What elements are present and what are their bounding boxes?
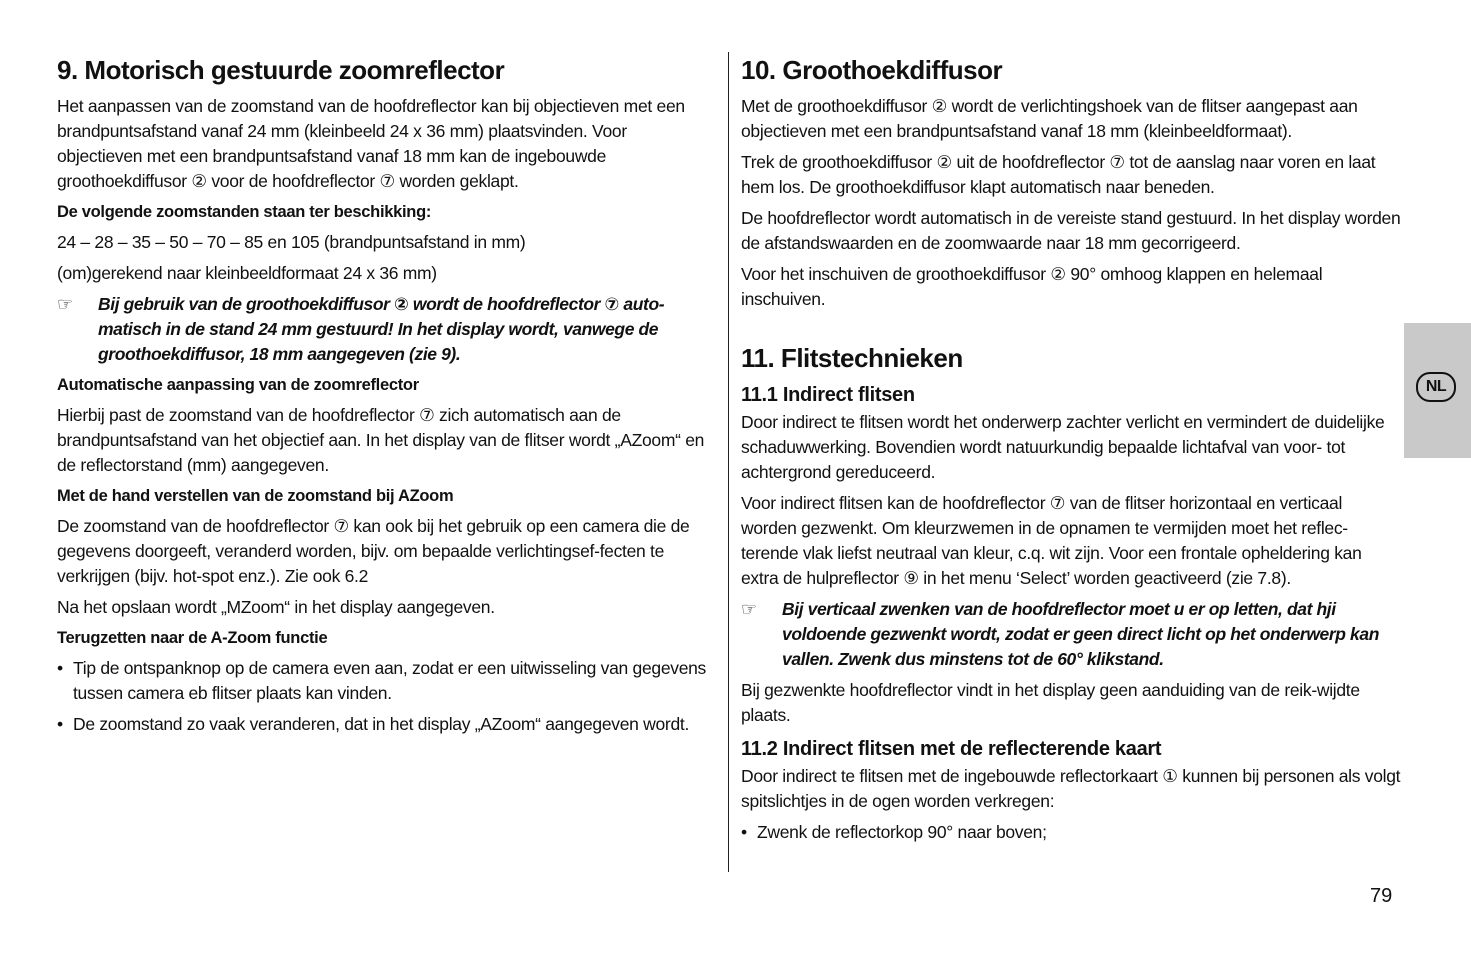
manual-zoom-subheading: Met de hand verstellen van de zoomstand bij AZoom bbox=[57, 487, 454, 505]
section-11-1-p3: Bij gezwenkte hoofdreflector vindt in het display geen aanduiding van de reik-wijdte plaats. bbox=[741, 680, 1360, 725]
bullet-icon: • bbox=[57, 714, 64, 734]
column-divider bbox=[728, 52, 729, 872]
section-10-p2: Trek de groothoekdiffusor ② uit de hoofdreflector ⑦ tot de aanslag naar voren en laat hem los. De groothoekdiffusor klapt automatisch naar beneden. bbox=[741, 152, 1376, 197]
list-item-text: Tip de ontspanknop op de camera even aan, zodat er een uitwisseling van gegevens tussen camera eb flitser plaats kan vinden. bbox=[73, 658, 707, 703]
note-vertical-swivel bbox=[741, 597, 1401, 672]
right-column bbox=[741, 50, 1401, 851]
auto-zoom-subheading: Automatische aanpassing van de zoomreflector bbox=[57, 376, 419, 394]
zoom-settings-subheading: De volgende zoomstanden staan ter beschikking: bbox=[57, 203, 432, 221]
note-wide-angle bbox=[57, 292, 712, 367]
bullet-icon: • bbox=[741, 822, 748, 842]
section-9-heading: 9. Motorisch gestuurde zoomreflector bbox=[57, 55, 505, 85]
note-text: Bij gebruik van de groothoekdiffusor ② wordt de hoofdreflector ⑦ auto-matisch in de stand 24 mm gestuurd! In het display wordt, vanwege de groothoekdiffusor, 18 mm aangegeven (zie 9). bbox=[98, 294, 665, 364]
list-item-text: De zoomstand zo vaak veranderen, dat in het display „AZoom“ aangegeven wordt. bbox=[73, 714, 690, 734]
manual-zoom-text: De zoomstand van de hoofdreflector ⑦ kan ook bij het gebruik op een camera die de gegevens doorgeeft, veranderd worden, bijv. om bepaalde verlichtingsef-fecten te verkrijgen (bijv. hot-spot enz.). Zie ook 6.2 bbox=[57, 516, 690, 586]
page-number: 79 bbox=[1370, 885, 1393, 907]
section-11-2-heading: 11.2 Indirect flitsen met de reflecterende kaart bbox=[741, 738, 1162, 760]
list-item-text: Zwenk de reflectorkop 90° naar boven; bbox=[757, 822, 1047, 842]
list-item bbox=[741, 820, 1401, 845]
section-11-1-heading: 11.1 Indirect flitsen bbox=[741, 384, 915, 406]
section-11-1-p1: Door indirect te flitsen wordt het onderwerp zachter verlicht en vermindert de duidelijke schaduwwerking. Bovendien wordt natuurkundig bepaalde lichtafval van voor- tot achtergrond gereduceerd. bbox=[741, 412, 1385, 482]
language-badge: NL bbox=[1416, 372, 1456, 402]
section-10-p1: Met de groothoekdiffusor ② wordt de verlichtingshoek van de flitser aangepast aan objectieven met een brandpuntsafstand vanaf 18 mm (kleinbeeldformaat). bbox=[741, 96, 1358, 141]
language-tab bbox=[1404, 323, 1471, 458]
mzoom-text: Na het opslaan wordt „MZoom“ in het display aangegeven. bbox=[57, 597, 495, 617]
list-item bbox=[57, 656, 712, 706]
converted-note: (om)gerekend naar kleinbeeldformaat 24 x 36 mm) bbox=[57, 263, 437, 283]
note-text: Bij verticaal zwenken van de hoofdreflector moet u er op letten, dat hji voldoende gezwenkt wordt, zodat er geen direct licht op het onderwerp kan vallen. Zwenk dus minstens tot de 60° klikstand. bbox=[782, 599, 1379, 669]
section-11-2-p1: Door indirect te flitsen met de ingebouwde reflectorkaart ① kunnen bij personen als volgt spitslichtjes in de ogen worden verkregen: bbox=[741, 766, 1401, 811]
reset-subheading: Terugzetten naar de A-Zoom functie bbox=[57, 629, 328, 647]
list-item bbox=[57, 712, 712, 737]
section-9-intro: Het aanpassen van de zoomstand van de hoofdreflector kan bij objectieven met een brandpuntsafstand vanaf 24 mm (kleinbeeld 24 x 36 mm) plaatsvinden. Voor objectieven met een brandpuntsafstand vanaf 18 mm kan de ingebouwde groothoekdiffusor ② voor de hoofdreflector ⑦ worden geklapt. bbox=[57, 96, 685, 191]
auto-zoom-text: Hierbij past de zoomstand van de hoofdreflector ⑦ zich automatisch aan de brandpuntsafstand van het objectief aan. In het display van de flitser wordt „AZoom“ en de reflectorstand (mm) aangegeven. bbox=[57, 405, 705, 475]
left-column bbox=[57, 50, 712, 743]
section-10-p3: De hoofdreflector wordt automatisch in de vereiste stand gestuurd. In het display worden de afstandswaarden en de zoomwaarde naar 18 mm gecorrigeerd. bbox=[741, 208, 1401, 253]
section-10-p4: Voor het inschuiven de groothoekdiffusor ② 90° omhoog klappen en helemaal inschuiven. bbox=[741, 264, 1323, 309]
zoom-values: 24 – 28 – 35 – 50 – 70 – 85 en 105 (brandpuntsafstand in mm) bbox=[57, 232, 526, 252]
pointing-hand-icon: ☞ bbox=[57, 294, 74, 314]
pointing-hand-icon: ☞ bbox=[741, 599, 758, 619]
section-10-heading: 10. Groothoekdiffusor bbox=[741, 55, 1003, 85]
bullet-icon: • bbox=[57, 658, 64, 678]
section-11-heading: 11. Flitstechnieken bbox=[741, 343, 963, 373]
section-11-1-p2: Voor indirect flitsen kan de hoofdreflector ⑦ van de flitser horizontaal en verticaal worden gezwenkt. Om kleurzwemen in de opnamen te vermijden moet het reflec-terende vlak liefst neutraal van kleur, c.q. wit zijn. Voor een frontale opheldering kan extra de hulpreflector ⑨ in het menu ‘Select’ worden geactiveerd (zie 7.8). bbox=[741, 493, 1362, 588]
